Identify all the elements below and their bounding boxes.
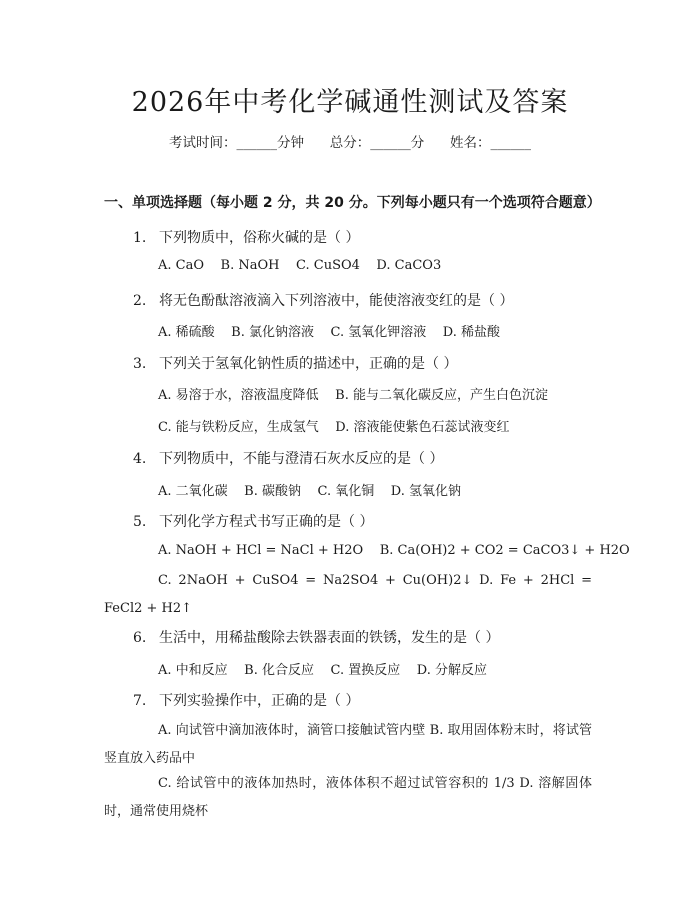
section-heading: 一、单项选择题（每小题 2 分，共 20 分。下列每小题只有一个选项符合题意） xyxy=(104,195,601,211)
question-text: 生活中，用稀盐酸除去铁器表面的铁锈，发生的是（ ） xyxy=(159,630,500,646)
question-7-options-row-1: A. 向试管中滴加液体时，滴管口接触试管内壁 B. 取用固体粉末时，将试管竖直放入药品中 xyxy=(104,723,592,766)
question-7 xyxy=(133,690,359,710)
page-title: 2026年中考化学碱通性测试及答案 xyxy=(131,87,569,118)
exam-info-line: 考试时间：______分钟 总分：______分 姓名：______ xyxy=(169,135,531,151)
question-number: 2. xyxy=(133,293,147,309)
question-text: 下列物质中，不能与澄清石灰水反应的是（ ） xyxy=(159,451,444,467)
question-number: 3. xyxy=(133,356,147,372)
question-4 xyxy=(133,448,443,468)
question-5 xyxy=(133,511,373,531)
question-6 xyxy=(133,627,499,647)
question-2 xyxy=(133,290,513,310)
question-7-options-row-2: C. 给试管中的液体加热时，液体体积不超过试管容积的 1/3 D. 溶解固体时，通常使用烧杯 xyxy=(104,776,592,819)
question-number: 5. xyxy=(133,514,147,530)
question-text: 下列实验操作中，正确的是（ ） xyxy=(159,693,360,709)
question-text: 将无色酚酞溶液滴入下列溶液中，能使溶液变红的是（ ） xyxy=(159,293,514,309)
question-number: 6. xyxy=(133,630,147,646)
question-3 xyxy=(133,353,457,373)
question-5-options-row-2: C. 2NaOH + CuSO4 = Na2SO4 + Cu(OH)2↓ D. Fe + 2HCl = FeCl2 + H2↑ xyxy=(104,573,592,616)
question-text: 下列化学方程式书写正确的是（ ） xyxy=(159,514,374,530)
question-2-options: A. 稀硫酸 B. 氯化钠溶液 C. 氢氧化钾溶液 D. 稀盐酸 xyxy=(158,325,501,340)
question-text: 下列物质中，俗称火碱的是（ ） xyxy=(159,230,360,246)
question-number: 7. xyxy=(133,693,147,709)
question-3-options-row-2: C. 能与铁粉反应，生成氢气 D. 溶液能使紫色石蕊试液变红 xyxy=(158,420,510,435)
question-1 xyxy=(133,227,359,247)
question-number: 1. xyxy=(133,230,147,246)
question-6-options: A. 中和反应 B. 化合反应 C. 置换反应 D. 分解反应 xyxy=(158,663,488,678)
question-number: 4. xyxy=(133,451,147,467)
question-4-options: A. 二氧化碳 B. 碳酸钠 C. 氧化铜 D. 氢氧化钠 xyxy=(158,484,462,499)
question-3-options-row-1: A. 易溶于水，溶液温度降低 B. 能与二氧化碳反应，产生白色沉淀 xyxy=(158,388,549,403)
question-text: 下列关于氢氧化钠性质的描述中，正确的是（ ） xyxy=(159,356,458,372)
question-1-options: A. CaO B. NaOH C. CuSO4 D. CaCO3 xyxy=(158,258,442,273)
question-5-options-row-1: A. NaOH + HCl = NaCl + H2O B. Ca(OH)2 + CO2 = CaCO3↓ + H2O xyxy=(158,543,630,558)
